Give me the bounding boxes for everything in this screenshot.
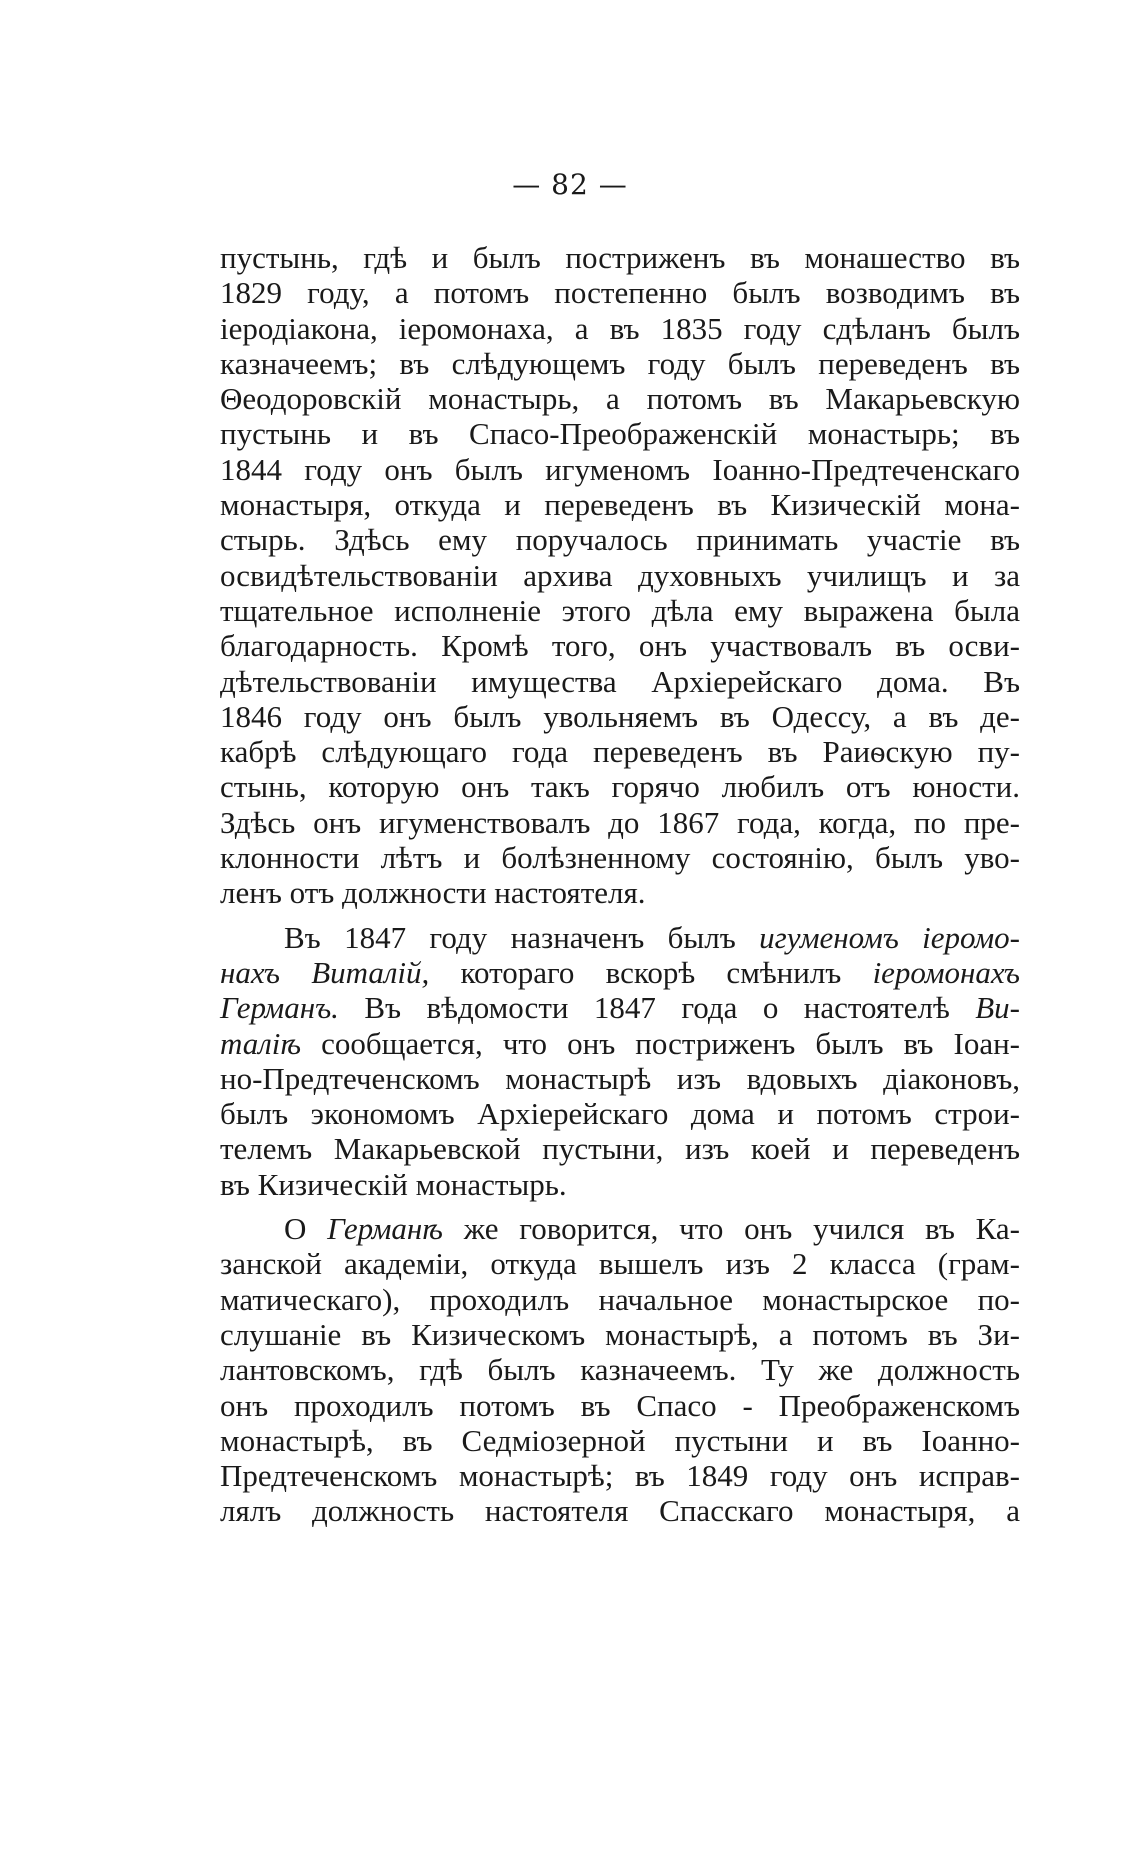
text-line: слушаніе въ Кизическомъ монастырѣ, а потомъ въ Зи- — [220, 1316, 1020, 1352]
text-line: 1829 году, а потомъ постепенно былъ возводимъ въ — [220, 275, 1020, 311]
text-line: кабрѣ слѣдующаго года переведенъ въ Раиѳскую пу- — [220, 734, 1020, 770]
paragraph-2 — [220, 920, 1020, 1202]
text-line: Германъ. Въ вѣдомости 1847 года о настоятелѣ Ви- — [220, 990, 1020, 1026]
text-line: Здѣсь онъ игуменствовалъ до 1867 года, когда, по пре- — [220, 804, 1020, 840]
text-line: лялъ должность настоятеля Спасскаго монастыря, а — [220, 1493, 1020, 1529]
text-line: занской академіи, откуда вышелъ изъ 2 класса (грам- — [220, 1246, 1020, 1282]
text-line: телемъ Макарьевской пустыни, изъ коей и переведенъ — [220, 1131, 1020, 1167]
text-line: тщательное исполненіе этого дѣла ему выражена была — [220, 592, 1020, 628]
text-line: лантовскомъ, гдѣ былъ казначеемъ. Ту же должность — [220, 1352, 1020, 1388]
paragraph-gap — [220, 911, 1020, 920]
paragraph-1 — [220, 240, 1020, 911]
text-line: нахъ Виталій, котораго вскорѣ смѣнилъ іеромонахъ — [220, 954, 1020, 990]
text-line: Предтеченскомъ монастырѣ; въ 1849 году онъ исправ- — [220, 1458, 1020, 1494]
text-line: Θеодоровскій монастырь, а потомъ въ Макарьевскую — [220, 381, 1020, 417]
text-line: іеродіакона, іеромонаха, а въ 1835 году сдѣланъ былъ — [220, 310, 1020, 346]
text-line: клонности лѣтъ и болѣзненному состоянію, былъ уво- — [220, 840, 1020, 876]
text-line: пустынь, гдѣ и былъ постриженъ въ монашество въ — [220, 240, 1020, 275]
text-line: ленъ отъ должности настоятеля. — [220, 875, 646, 911]
text-line: пустынь и въ Спасо-Преображенскій монастырь; въ — [220, 416, 1020, 452]
paragraph-gap — [220, 1202, 1020, 1211]
text-line: былъ экономомъ Архіерейскаго дома и потомъ строи- — [220, 1096, 1020, 1132]
text-line: 1844 году онъ былъ игуменомъ Іоанно-Предтеченскаго — [220, 451, 1020, 487]
text-line: дѣтельствованіи имущества Архіерейскаго дома. Въ — [220, 663, 1020, 699]
body-text — [220, 240, 1020, 1529]
text-line: монастырѣ, въ Седміозерной пустыни и въ Іоанно- — [220, 1422, 1020, 1458]
text-line: матическаго), проходилъ начальное монастырское по- — [220, 1281, 1020, 1317]
paragraph-3 — [220, 1211, 1020, 1529]
text-line: казначеемъ; въ слѣдующемъ году былъ переведенъ въ — [220, 345, 1020, 381]
text-line: онъ проходилъ потомъ въ Спасо - Преображенскомъ — [220, 1387, 1020, 1423]
text-line: благодарность. Кромѣ того, онъ участвовалъ въ осви- — [220, 628, 1020, 664]
text-line: Въ 1847 году назначенъ былъ игуменомъ іеромо- — [284, 919, 1020, 955]
text-line: О Германѣ же говорится, что онъ учился въ Ка- — [284, 1211, 1021, 1247]
text-line: стынь, которую онъ такъ горячо любилъ отъ юности. — [220, 769, 1020, 805]
text-line: освидѣтельствованіи архива духовныхъ училищъ и за — [220, 557, 1020, 593]
text-line: стырь. Здѣсь ему поручалось принимать участіе въ — [220, 522, 1020, 558]
text-line: таліѣ сообщается, что онъ постриженъ былъ въ Іоан- — [220, 1025, 1020, 1061]
text-line: 1846 году онъ былъ увольняемъ въ Одессу, а въ де- — [220, 698, 1020, 734]
page-number: — 82 — — [512, 168, 628, 201]
text-line: монастыря, откуда и переведенъ въ Кизическій мона- — [220, 487, 1020, 523]
text-line: въ Кизическій монастырь. — [220, 1166, 567, 1202]
text-line: но-Предтеченскомъ монастырѣ изъ вдовыхъ діаконовъ, — [220, 1060, 1020, 1096]
